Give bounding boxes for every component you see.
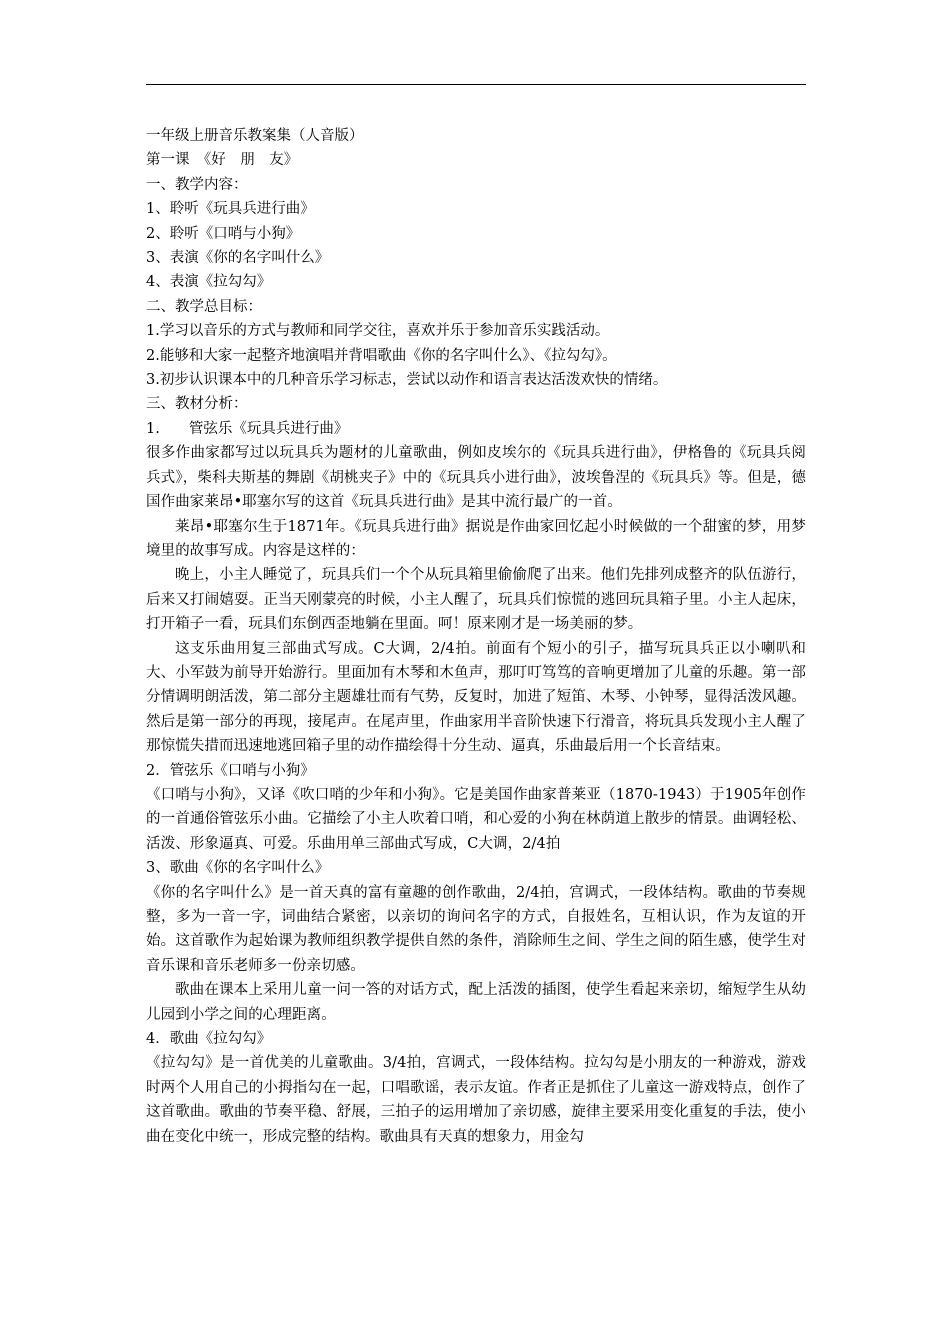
content-item: 4、表演《拉勾勾》 (146, 274, 272, 291)
paragraph: 很多作曲家都写过以玩具兵为题材的儿童歌曲，例如皮埃尔的《玩具兵进行曲》，伊格鲁的《玩具兵阅兵式》，柴科夫斯基的舞剧《胡桃夹子》中的《玩具兵小进行曲》，波埃鲁涅的《玩具兵》等。但是，德国作曲家莱昂•耶塞尔写的这首《玩具兵进行曲》是其中流行最广的一首。 (146, 445, 806, 511)
paragraph: 这支乐曲用复三部曲式写成。C大调，2/4拍。前面有个短小的引子，描写玩具兵正以小喇叭和大、小军鼓为前导开始游行。里面加有木琴和木鱼声，那叮叮笃笃的音响更增加了儿童的乐趣。第一部分情调明朗活泼，第二部分主题雄壮而有气势，反复时，加进了短笛、木琴、小钟琴，显得活泼风趣。然后是第一部分的再现，接尾声。在尾声里，作曲家用半音阶快速下行滑音，将玩具兵发现小主人醒了那惊慌失措而迅速地逃回箱子里的动作描绘得十分生动、逼真，乐曲最后用一个长音结束。 (146, 640, 806, 755)
content-item: 2、聆听《口哨与小狗》 (146, 225, 301, 242)
document-title: 一年级上册音乐教案集（人音版） (146, 128, 364, 144)
paragraph: 《拉勾勾》是一首优美的儿童歌曲。3/4拍，宫调式，一段体结构。拉勾勾是小朋友的一种游戏，游戏时两个人用自己的小拇指勾在一起，口唱歌谣，表示友谊。作者正是抓住了儿童这一游戏特点，创作了这首歌曲。歌曲的节奏平稳、舒展，三拍子的运用增加了亲切感，旋律主要采用变化重复的手法，使小曲在变化中统一，形成完整的结构。歌曲具有天真的想象力，用金勾 (146, 1055, 806, 1145)
paragraph: 《你的名字叫什么》是一首天真的富有童趣的创作歌曲，2/4拍，宫调式，一段体结构。歌曲的节奏规整，多为一音一字，词曲结合紧密，以亲切的询问名字的方式，自报姓名，互相认识，作为友谊的开始。这首歌作为起始课为教师组织教学提供自然的条件，消除师生之间、学生之间的陌生感，使学生对音乐课和音乐老师多一份亲切感。 (146, 884, 806, 974)
goal-item: 3.初步认识课本中的几种音乐学习标志，尝试以动作和语言表达活泼欢快的情绪。 (146, 372, 668, 389)
section-heading-analysis: 三、教材分析： (146, 396, 248, 413)
subsection-heading: 2．管弦乐《口哨与小狗》 (146, 762, 315, 779)
section-heading-goals: 二、教学总目标： (146, 298, 262, 315)
document-body (146, 124, 806, 1149)
subsection-heading: 3、歌曲《你的名字叫什么》 (146, 860, 330, 877)
subsection-heading: 1. 管弦乐《玩具兵进行曲》 (146, 420, 349, 437)
paragraph: 晚上，小主人睡觉了，玩具兵们一个个从玩具箱里偷偷爬了出来。他们先排列成整齐的队伍游行，后来又打闹嬉耍。正当天刚蒙亮的时候，小主人醒了，玩具兵们惊慌的逃回玩具箱子里。小主人起床，打开箱子一看，玩具们东倒西歪地躺在里面。呵！原来刚才是一场美丽的梦。 (146, 567, 806, 633)
content-item: 1、聆听《玩具兵进行曲》 (146, 201, 315, 218)
paragraph: 《口哨与小狗》，又译《吹口哨的少年和小狗》。它是美国作曲家普莱亚（1870-1943）于1905年创作的一首通俗管弦乐小曲。它描绘了小主人吹着口哨，和心爱的小狗在林荫道上散步的情景。曲调轻松、活泼、形象逼真、可爱。乐曲用单三部曲式写成，C大调，2/4拍 (146, 786, 806, 852)
content-item: 3、表演《你的名字叫什么》 (146, 250, 330, 267)
paragraph: 歌曲在课本上采用儿童一问一答的对话方式，配上活泼的插图，使学生看起来亲切，缩短学生从幼儿园到小学之间的心理距离。 (146, 982, 806, 1023)
section-heading-content: 一、教学内容： (146, 176, 248, 193)
lesson-title: 第一课 《好 朋 友》 (146, 152, 299, 169)
header-rule (146, 84, 806, 85)
goal-item: 1.学习以音乐的方式与教师和同学交往，喜欢并乐于参加音乐实践活动。 (146, 323, 610, 340)
paragraph: 莱昂•耶塞尔生于1871年。《玩具兵进行曲》据说是作曲家回忆起小时候做的一个甜蜜的梦，用梦境里的故事写成。内容是这样的： (146, 518, 806, 559)
subsection-heading: 4．歌曲《拉勾勾》 (146, 1031, 272, 1048)
goal-item: 2.能够和大家一起整齐地演唱并背唱歌曲《你的名字叫什么》、《拉勾勾》。 (146, 347, 617, 364)
